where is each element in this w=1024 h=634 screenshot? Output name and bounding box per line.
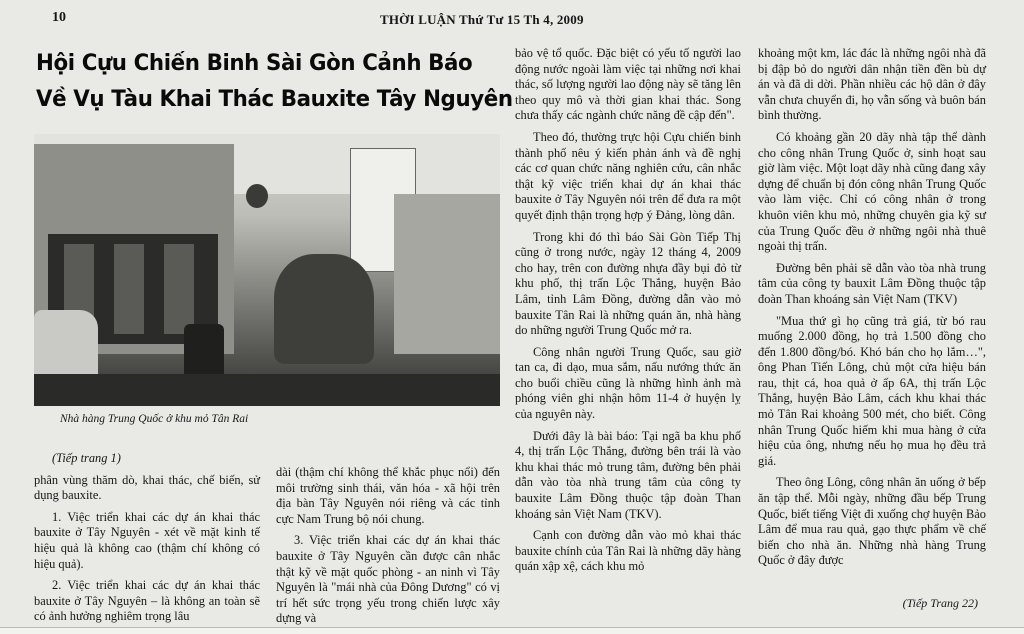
article-photo xyxy=(34,134,500,406)
paragraph: Dưới đây là bài báo: Tại ngã ba khu phố 4, thị trấn Lộc Thắng, đường bên trái là vào khu khai thác mỏ trung tâm, đường bên phải dẫn vào tòa nhà trung tâm của công ty bauxite Lâm Đồng thuộc tập đoàn Than khoáng sản Việt Nam (TKV). xyxy=(515,428,741,521)
photo-caption: Nhà hàng Trung Quốc ở khu mỏ Tân Rai xyxy=(60,413,249,425)
paragraph: dài (thậm chí không thể khắc phục nổi) đến môi trường sinh thái, văn hóa - xã hội trên địa bàn Tây Nguyên nói riêng và các tỉnh cực Nam Trung bộ nói chung. xyxy=(276,465,500,526)
photo-building-right xyxy=(394,194,500,354)
paragraph: 2. Việc triển khai các dự án khai thác bauxite ở Tây Nguyên – là không an toàn sẽ có ảnh hưởng nghiêm trọng lâu xyxy=(34,578,260,624)
column-4 xyxy=(758,46,986,575)
photo-door-panel xyxy=(114,244,144,334)
column-1 xyxy=(34,451,260,631)
headline-line-2: Về Vụ Tàu Khai Thác Bauxite Tây Nguyên xyxy=(36,87,513,112)
headline xyxy=(36,46,513,118)
column-3 xyxy=(515,46,741,581)
paragraph: Công nhân người Trung Quốc, sau giờ tan ca, đi dạo, mua sắm, nấu nướng thức ăn cho buổi chiều cũng là những hình ảnh mà phóng viên ghi nhận hôm 11-4 ở huyện lỵ của nguyên này. xyxy=(515,344,741,422)
paragraph: "Mua thứ gì họ cũng trả giá, từ bó rau muống 2.000 đồng, họ trả 1.500 đồng cho đến 1.800 đồng/bó. Khó bán cho họ lắm…", ông Phan Tiến Lông, chủ một cửa hiệu bán rau, thịt cá, hoa quả ở ấp 6A, thị trấn Lộc Thắng, huyện Bảo Lâm, cách khu khai thác mỏ Tân Rai khoảng 500 mét, cho biết. Công nhân Trung Quốc hiếm khi mua hàng ở cửa hiệu của ông, nhưng nếu họ mua họ đều trả giá. xyxy=(758,313,986,468)
continued-to: (Tiếp Trang 22) xyxy=(902,596,978,610)
paragraph: 3. Việc triển khai các dự án khai thác bauxite ở Tây Nguyên cần được cân nhắc thật kỹ về mặt quốc phòng - an ninh vì Tây Nguyên là "mái nhà của Đông Dương" có vị trí hết sức trọng yếu trong chiến lược xây dựng và xyxy=(276,533,500,626)
paragraph: Có khoảng gần 20 dãy nhà tập thể dành cho công nhân Trung Quốc ở, sinh hoạt sau giờ làm việc. Một loạt dãy nhà cũng đang xây dựng để chuẩn bị đón công nhân Trung Quốc vào làm việc. Chỉ có công nhân ở trong khuôn viên khu mỏ, những chuyên gia kỹ sư của Trung Quốc đều ở những ngôi nhà thuê ngoài thị trấn. xyxy=(758,129,986,254)
paragraph: Theo ông Lông, công nhân ăn uống ở bếp ăn tập thể. Mỗi ngày, những đầu bếp Trung Quốc, biết tiếng Việt đi xuống chợ huyện Bảo Lâm để mua rau quả, gạo thực phẩm về chế biến cho nhà ăn. Những nhà hàng Trung Quốc ở đây được xyxy=(758,475,986,568)
photo-ground xyxy=(34,374,500,406)
page-bottom-edge xyxy=(0,627,1024,634)
photo-tree xyxy=(274,254,374,364)
paragraph: Trong khi đó thì báo Sài Gòn Tiếp Thị cũng ở trong nước, ngày 12 tháng 4, 2009 cho hay, trên con đường nhựa đầy bụi đỏ từ khu phố, thị trấn Lộc Thắng, huyện Bảo Lâm, tỉnh Lâm Đồng, đường dẫn vào mỏ bauxite Tân Rai là những quán ăn, nhà hàng do những người Trung Quốc mở ra. xyxy=(515,229,741,338)
paragraph: 1. Việc triển khai các dự án khai thác bauxite ở Tây Nguyên - xét về mặt kinh tế hiệu quả là không cao (thậm chí không có hiệu quả). xyxy=(34,509,260,571)
paragraph: Đường bên phải sẽ dẫn vào tòa nhà trung tâm của công ty bauxit Lâm Đồng thuộc tập đoàn Than khoáng sản Việt Nam (TKV) xyxy=(758,260,986,306)
column-2 xyxy=(276,465,500,633)
paragraph: phân vùng thăm dò, khai thác, chế biến, sử dụng bauxite. xyxy=(34,472,260,503)
photo-door-panel xyxy=(164,244,194,334)
paragraph: Theo đó, thường trực hội Cựu chiến binh thành phố nêu ý kiến phản ánh và đề nghị các cơ quan chức năng nghiên cứu, cân nhắc thật kỹ việc triển khai dự án khai thác bauxite ở Tây Nguyên nói trên để đưa ra một quyết định thận trọng hợp ý Đảng, lòng dân. xyxy=(515,129,741,222)
page-number: 10 xyxy=(52,10,66,25)
paragraph: Cạnh con đường dẫn vào mỏ khai thác bauxite chính của Tân Rai là những dãy hàng quán xập xệ, cách khu mỏ xyxy=(515,528,741,574)
headline-line-1: Hội Cựu Chiến Binh Sài Gòn Cảnh Báo xyxy=(36,51,473,76)
paragraph: khoảng một km, lác đác là những ngôi nhà đã bị đập bỏ do người dân nhận tiền đền bù dự án và đã di dời. Phần nhiều các hộ dân ở đây vẫn chưa chuyển đi, họ vẫn sống và buôn bán bình thường. xyxy=(758,46,986,123)
masthead: THỜI LUẬN Thứ Tư 15 Th 4, 2009 xyxy=(380,12,584,27)
continued-from: (Tiếp trang 1) xyxy=(52,451,121,465)
paragraph: bảo vệ tổ quốc. Đặc biệt có yếu tố người lao động nước ngoài làm việc tại những nơi khai thác, số lượng người lao động này sẽ tăng lên theo quy mô và thời gian khai thác. Song chưa thấy các ngành chức năng đề cập đến". xyxy=(515,46,741,123)
photo-lantern xyxy=(246,184,268,208)
